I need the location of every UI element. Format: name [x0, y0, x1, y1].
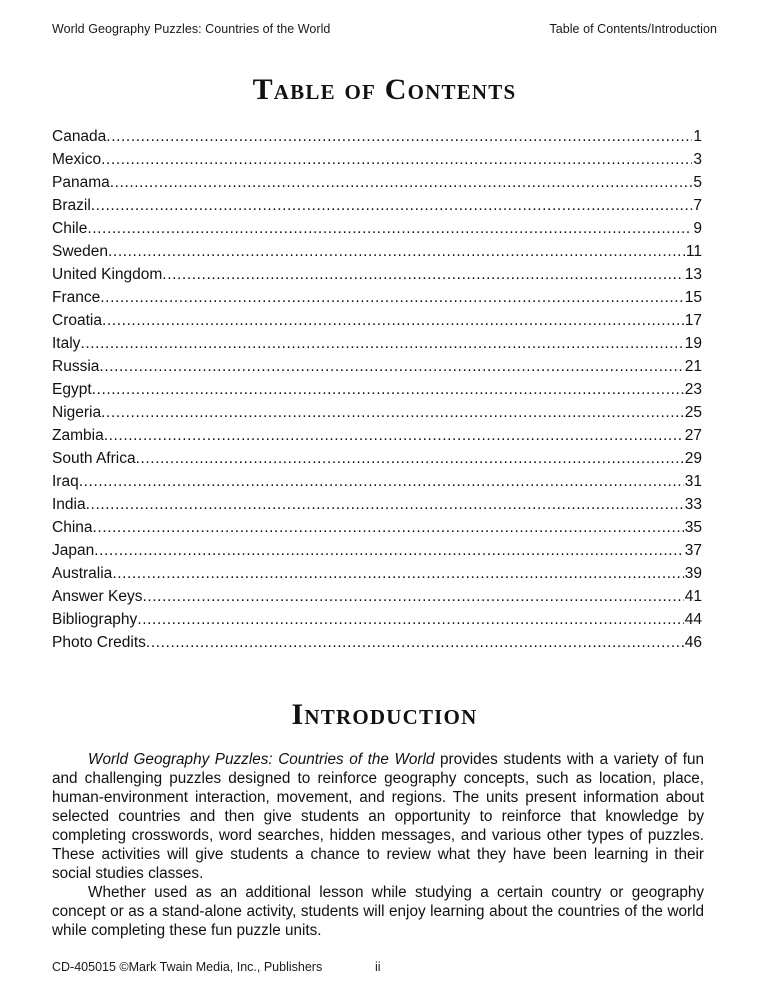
toc-entry-label: Bibliography	[52, 611, 138, 628]
toc-entry-label: Canada	[52, 128, 107, 145]
footer-imprint: CD-405015 ©Mark Twain Media, Inc., Publishers	[52, 960, 323, 974]
toc-dot-leader	[101, 152, 692, 168]
running-head-title: World Geography Puzzles: Countries of the World	[52, 22, 331, 36]
running-head	[52, 22, 717, 36]
toc-dot-leader	[93, 520, 684, 536]
toc-dot-leader	[80, 336, 683, 352]
toc-entry[interactable]	[52, 243, 702, 266]
toc-entry[interactable]	[52, 634, 702, 657]
toc-entry[interactable]	[52, 312, 702, 335]
toc-entry-page-number: 33	[684, 496, 702, 513]
toc-dot-leader	[87, 221, 692, 237]
footer-page-number: ii	[375, 960, 381, 974]
toc-entry[interactable]	[52, 565, 702, 588]
toc-dot-leader	[142, 589, 683, 605]
toc-dot-leader	[92, 382, 684, 398]
toc-entry[interactable]	[52, 174, 702, 197]
introduction-body	[52, 750, 704, 940]
toc-entry-page-number: 35	[684, 519, 702, 536]
toc-entry-label: Sweden	[52, 243, 109, 260]
toc-entry[interactable]	[52, 266, 702, 289]
toc-entry-label: Iraq	[52, 473, 79, 490]
book-title-italic: World Geography Puzzles: Countries of the World	[88, 751, 435, 768]
toc-entry-label: South Africa	[52, 450, 136, 467]
toc-entry-page-number: 17	[684, 312, 702, 329]
toc-entry-page-number: 44	[684, 611, 702, 628]
toc-entry[interactable]	[52, 519, 702, 542]
toc-entry-page-number: 41	[684, 588, 702, 605]
table-of-contents-list	[52, 128, 702, 657]
toc-dot-leader	[137, 612, 683, 628]
toc-entry-page-number: 39	[684, 565, 702, 582]
toc-entry-label: Japan	[52, 542, 95, 559]
toc-entry[interactable]	[52, 450, 702, 473]
toc-dot-leader	[79, 474, 684, 490]
toc-entry-page-number: 7	[693, 197, 702, 214]
toc-entry[interactable]	[52, 289, 702, 312]
toc-dot-leader	[112, 566, 683, 582]
toc-entry-page-number: 15	[684, 289, 702, 306]
toc-entry-label: Chile	[52, 220, 88, 237]
introduction-heading: Introduction	[291, 698, 478, 731]
toc-entry-page-number: 13	[684, 266, 702, 283]
toc-dot-leader	[94, 543, 684, 559]
toc-dot-leader	[102, 313, 684, 329]
toc-dot-leader	[91, 198, 693, 214]
toc-entry-page-number: 9	[693, 220, 702, 237]
toc-entry[interactable]	[52, 542, 702, 565]
table-of-contents-heading: Table of Contents	[252, 73, 517, 106]
toc-entry[interactable]	[52, 496, 702, 519]
toc-entry-label: United Kingdom	[52, 266, 163, 283]
introduction-paragraph-1-text: provides students with a variety of fun and challenging puzzles designed to reinforce geography concepts, such as location, place, human-environment interaction, movement, and regions. The units present information about selected countries and then give students an opportunity to reinforce that knowledge by completing crosswords, word searches, hidden messages, and various other types of puzzles. These activities will give students a chance to review what they have been learning in their social studies classes.	[52, 751, 704, 883]
toc-dot-leader	[99, 359, 683, 375]
toc-entry-page-number: 31	[684, 473, 702, 490]
toc-dot-leader	[146, 635, 684, 651]
toc-entry[interactable]	[52, 381, 702, 404]
toc-dot-leader	[110, 175, 693, 191]
toc-entry-label: Mexico	[52, 151, 102, 168]
toc-dot-leader	[104, 428, 684, 444]
toc-dot-leader	[162, 267, 683, 283]
toc-entry-label: Zambia	[52, 427, 104, 444]
toc-entry[interactable]	[52, 473, 702, 496]
toc-dot-leader	[136, 451, 684, 467]
toc-entry[interactable]	[52, 128, 702, 151]
toc-entry[interactable]	[52, 588, 702, 611]
toc-entry-label: China	[52, 519, 93, 536]
toc-entry-page-number: 21	[684, 358, 702, 375]
toc-dot-leader	[108, 244, 685, 260]
toc-entry-page-number: 29	[684, 450, 702, 467]
toc-entry[interactable]	[52, 220, 702, 243]
toc-entry-page-number: 23	[684, 381, 702, 398]
toc-dot-leader	[100, 290, 684, 306]
toc-entry[interactable]	[52, 611, 702, 634]
toc-entry-page-number: 19	[684, 335, 702, 352]
toc-entry-label: Nigeria	[52, 404, 102, 421]
toc-entry-label: Brazil	[52, 197, 91, 214]
introduction-paragraph-2: Whether used as an additional lesson while studying a certain country or geography concept or as a stand-alone activity, students will enjoy learning about the countries of the world while completing these fun puzzle units.	[52, 884, 704, 940]
toc-dot-leader	[86, 497, 684, 513]
toc-entry-page-number: 37	[684, 542, 702, 559]
toc-entry-label: Russia	[52, 358, 100, 375]
page-footer	[52, 960, 717, 976]
toc-entry-page-number: 1	[693, 128, 702, 145]
toc-entry-page-number: 27	[684, 427, 702, 444]
running-head-section: Table of Contents/Introduction	[549, 22, 717, 36]
toc-entry-label: Australia	[52, 565, 113, 582]
toc-entry-label: Panama	[52, 174, 110, 191]
toc-entry-label: France	[52, 289, 101, 306]
toc-entry[interactable]	[52, 151, 702, 174]
toc-entry-label: Italy	[52, 335, 81, 352]
toc-entry[interactable]	[52, 404, 702, 427]
toc-entry[interactable]	[52, 358, 702, 381]
toc-entry-label: Answer Keys	[52, 588, 143, 605]
toc-entry-page-number: 11	[685, 243, 702, 260]
toc-entry[interactable]	[52, 197, 702, 220]
toc-entry-label: Egypt	[52, 381, 92, 398]
toc-dot-leader	[101, 405, 684, 421]
toc-entry-label: India	[52, 496, 86, 513]
toc-entry-page-number: 5	[693, 174, 702, 191]
toc-entry-page-number: 46	[684, 634, 702, 651]
toc-dot-leader	[106, 129, 692, 145]
toc-entry-label: Photo Credits	[52, 634, 146, 651]
toc-entry[interactable]	[52, 335, 702, 358]
toc-entry[interactable]	[52, 427, 702, 450]
toc-entry-label: Croatia	[52, 312, 102, 329]
toc-entry-page-number: 25	[684, 404, 702, 421]
introduction-paragraph-1	[52, 750, 704, 883]
toc-entry-page-number: 3	[693, 151, 702, 168]
